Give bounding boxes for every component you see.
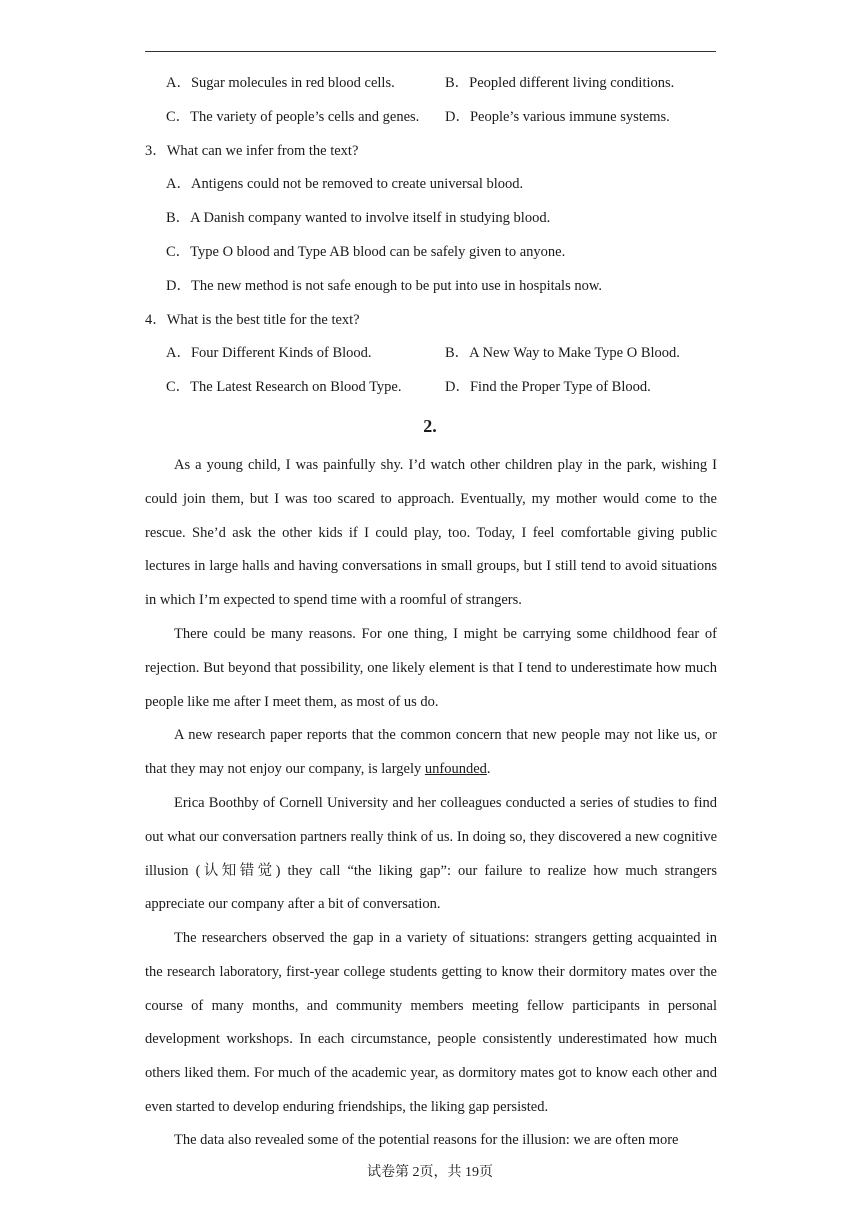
paragraph-text: The data also revealed some of the potential reasons for the illusion: we are often more (174, 1132, 679, 1148)
question-4-stem: 4．What is the best title for the text? (145, 312, 360, 328)
paragraph-text: The researchers observed the gap in a variety of situations: strangers getting acquainted in the research laboratory, first-year college students getting to know their dormitory mates over the course of many months, and community members meeting fellow participants in personal development workshops. In each circumstance, people consistently underestimated how much others liked them. For much of the academic year, as dormitory mates got to know each other and even started to develop enduring friendships, the liking gap persisted. (145, 930, 717, 1115)
passage-paragraph-4 (145, 787, 717, 922)
paragraph-text: A new research paper reports that the common concern that new people may not like us, or that they may not enjoy our company, is largely (145, 727, 717, 777)
option-c-q2: C．The variety of people’s cells and genes. (166, 109, 420, 125)
option-a-q2: A．Sugar molecules in red blood cells. (166, 75, 395, 91)
option-d-q4: D．Find the Proper Type of Blood. (445, 379, 651, 395)
paragraph-text: As a young child, I was painfully shy. I’d watch other children play in the park, wishing I could join them, but I was too scared to approach. Eventually, my mother would come to the rescue. She’d ask the other kids if I could play, too. Today, I feel comfortable giving public lectures in large halls and having conversations in small groups, but I still tend to avoid situations in which I’m expected to spend time with a roomful of strangers. (145, 457, 717, 609)
option-b-q3: B．A Danish company wanted to involve itself in studying blood. (166, 210, 551, 226)
header-rule (145, 51, 716, 52)
option-b-q4: B．A New Way to Make Type O Blood. (445, 345, 680, 361)
passage-paragraph-3 (145, 719, 717, 787)
page-footer: 试卷第 2页，共 19页 (367, 1165, 493, 1180)
option-b-q2: B．Peopled different living conditions. (445, 75, 675, 91)
underlined-word: unfounded (424, 760, 487, 777)
option-a-q3: A．Antigens could not be removed to create universal blood. (166, 176, 524, 192)
option-d-q2: D．People’s various immune systems. (445, 109, 670, 125)
paragraph-text-end: . (486, 760, 491, 777)
passage-paragraph-6 (145, 1124, 717, 1158)
option-d-q3: D．The new method is not safe enough to be put into use in hospitals now. (166, 278, 603, 294)
passage-paragraph-5 (145, 922, 717, 1125)
paragraph-text: Erica Boothby of Cornell University and her colleagues conducted a series of studies to find out what our conversation partners really think of us. In doing so, they discovered a new cognitive illusion (认知错觉) they call “the liking gap”: our failure to realize how much strangers appreciate our company after a bit of conversation. (145, 795, 717, 913)
question-3-stem: 3．What can we infer from the text? (145, 143, 359, 159)
option-a-q4: A．Four Different Kinds of Blood. (166, 345, 372, 361)
option-c-q4: C．The Latest Research on Blood Type. (166, 379, 402, 395)
passage-paragraph-2 (145, 618, 717, 719)
option-c-q3: C．Type O blood and Type AB blood can be safely given to anyone. (166, 244, 566, 260)
passage-paragraph-1 (145, 449, 717, 618)
section-heading: 2. (423, 416, 437, 436)
paragraph-text: There could be many reasons. For one thing, I might be carrying some childhood fear of rejection. But beyond that possibility, one likely element is that I tend to underestimate how much people like me after I meet them, as most of us do. (145, 626, 717, 710)
